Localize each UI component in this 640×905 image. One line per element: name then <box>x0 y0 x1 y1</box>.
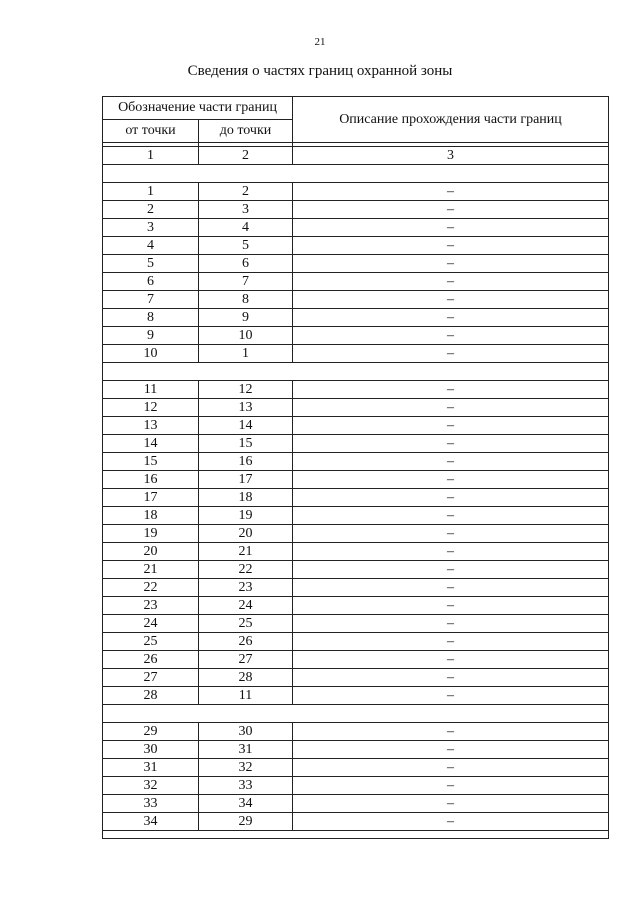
description-cell: – <box>293 219 609 237</box>
description-cell: – <box>293 291 609 309</box>
column-number-3: 3 <box>293 147 609 165</box>
to-point-cell: 3 <box>199 201 293 219</box>
description-cell: – <box>293 453 609 471</box>
description-cell: – <box>293 597 609 615</box>
to-point-cell: 6 <box>199 255 293 273</box>
table-row <box>103 381 609 399</box>
section-separator-cell <box>103 363 609 381</box>
to-point-cell: 5 <box>199 237 293 255</box>
header-from-point: от точки <box>103 120 199 143</box>
table-row <box>103 597 609 615</box>
table-row <box>103 525 609 543</box>
description-cell: – <box>293 435 609 453</box>
from-point-cell: 6 <box>103 273 199 291</box>
from-point-cell: 20 <box>103 543 199 561</box>
description-cell: – <box>293 237 609 255</box>
to-point-cell: 8 <box>199 291 293 309</box>
description-cell: – <box>293 201 609 219</box>
to-point-cell: 25 <box>199 615 293 633</box>
section-separator-row <box>103 363 609 381</box>
from-point-cell: 2 <box>103 201 199 219</box>
description-cell: – <box>293 345 609 363</box>
table-end-row <box>103 831 609 839</box>
table-row <box>103 417 609 435</box>
description-cell: – <box>293 723 609 741</box>
to-point-cell: 7 <box>199 273 293 291</box>
table-body <box>103 97 609 839</box>
to-point-cell: 34 <box>199 795 293 813</box>
table-row <box>103 741 609 759</box>
from-point-cell: 21 <box>103 561 199 579</box>
table-row <box>103 255 609 273</box>
from-point-cell: 25 <box>103 633 199 651</box>
to-point-cell: 13 <box>199 399 293 417</box>
description-cell: – <box>293 795 609 813</box>
to-point-cell: 15 <box>199 435 293 453</box>
table-row <box>103 813 609 831</box>
table-row <box>103 183 609 201</box>
page-title: Сведения о частях границ охранной зоны <box>187 63 453 79</box>
table-row <box>103 633 609 651</box>
from-point-cell: 14 <box>103 435 199 453</box>
from-point-cell: 7 <box>103 291 199 309</box>
from-point-cell: 30 <box>103 741 199 759</box>
to-point-cell: 16 <box>199 453 293 471</box>
table-row <box>103 687 609 705</box>
from-point-cell: 10 <box>103 345 199 363</box>
from-point-cell: 4 <box>103 237 199 255</box>
to-point-cell: 22 <box>199 561 293 579</box>
description-cell: – <box>293 633 609 651</box>
description-cell: – <box>293 471 609 489</box>
table-row <box>103 219 609 237</box>
description-cell: – <box>293 813 609 831</box>
from-point-cell: 11 <box>103 381 199 399</box>
from-point-cell: 34 <box>103 813 199 831</box>
from-point-cell: 3 <box>103 219 199 237</box>
table-row <box>103 723 609 741</box>
description-cell: – <box>293 669 609 687</box>
description-cell: – <box>293 777 609 795</box>
description-cell: – <box>293 327 609 345</box>
description-cell: – <box>293 651 609 669</box>
to-point-cell: 31 <box>199 741 293 759</box>
from-point-cell: 17 <box>103 489 199 507</box>
to-point-cell: 19 <box>199 507 293 525</box>
table-row <box>103 615 609 633</box>
column-number-row <box>103 147 609 165</box>
from-point-cell: 15 <box>103 453 199 471</box>
to-point-cell: 33 <box>199 777 293 795</box>
from-point-cell: 19 <box>103 525 199 543</box>
table-row <box>103 579 609 597</box>
table-row <box>103 471 609 489</box>
to-point-cell: 28 <box>199 669 293 687</box>
from-point-cell: 22 <box>103 579 199 597</box>
to-point-cell: 30 <box>199 723 293 741</box>
description-cell: – <box>293 741 609 759</box>
description-cell: – <box>293 309 609 327</box>
description-cell: – <box>293 183 609 201</box>
table-row <box>103 309 609 327</box>
description-cell: – <box>293 417 609 435</box>
to-point-cell: 29 <box>199 813 293 831</box>
header-boundary-description: Описание прохождения части границ <box>293 97 609 143</box>
header-row-1 <box>103 97 609 120</box>
column-number-2: 2 <box>199 147 293 165</box>
table-row <box>103 291 609 309</box>
description-cell: – <box>293 579 609 597</box>
to-point-cell: 20 <box>199 525 293 543</box>
description-cell: – <box>293 543 609 561</box>
from-point-cell: 16 <box>103 471 199 489</box>
to-point-cell: 1 <box>199 345 293 363</box>
from-point-cell: 26 <box>103 651 199 669</box>
description-cell: – <box>293 687 609 705</box>
table-row <box>103 435 609 453</box>
to-point-cell: 18 <box>199 489 293 507</box>
table-row <box>103 453 609 471</box>
to-point-cell: 32 <box>199 759 293 777</box>
description-cell: – <box>293 525 609 543</box>
table-row <box>103 561 609 579</box>
to-point-cell: 4 <box>199 219 293 237</box>
from-point-cell: 24 <box>103 615 199 633</box>
table-end-cell <box>103 831 609 839</box>
table-row <box>103 759 609 777</box>
table-row <box>103 273 609 291</box>
table-row <box>103 399 609 417</box>
table-row <box>103 489 609 507</box>
description-cell: – <box>293 615 609 633</box>
header-to-point: до точки <box>199 120 293 143</box>
to-point-cell: 23 <box>199 579 293 597</box>
table-row <box>103 543 609 561</box>
section-separator-cell <box>103 165 609 183</box>
from-point-cell: 23 <box>103 597 199 615</box>
section-separator-cell <box>103 705 609 723</box>
to-point-cell: 11 <box>199 687 293 705</box>
from-point-cell: 12 <box>103 399 199 417</box>
table-row <box>103 507 609 525</box>
description-cell: – <box>293 399 609 417</box>
from-point-cell: 31 <box>103 759 199 777</box>
table-row <box>103 345 609 363</box>
section-separator-row <box>103 165 609 183</box>
description-cell: – <box>293 255 609 273</box>
to-point-cell: 14 <box>199 417 293 435</box>
table-row <box>103 777 609 795</box>
from-point-cell: 28 <box>103 687 199 705</box>
description-cell: – <box>293 381 609 399</box>
to-point-cell: 24 <box>199 597 293 615</box>
from-point-cell: 18 <box>103 507 199 525</box>
section-separator-row <box>103 705 609 723</box>
to-point-cell: 12 <box>199 381 293 399</box>
from-point-cell: 1 <box>103 183 199 201</box>
page-number: 21 <box>314 36 326 48</box>
from-point-cell: 33 <box>103 795 199 813</box>
table-row <box>103 795 609 813</box>
boundary-parts-table <box>102 96 609 839</box>
table-row <box>103 201 609 219</box>
to-point-cell: 10 <box>199 327 293 345</box>
table-row <box>103 237 609 255</box>
to-point-cell: 9 <box>199 309 293 327</box>
description-cell: – <box>293 759 609 777</box>
description-cell: – <box>293 561 609 579</box>
description-cell: – <box>293 273 609 291</box>
from-point-cell: 32 <box>103 777 199 795</box>
description-cell: – <box>293 507 609 525</box>
from-point-cell: 8 <box>103 309 199 327</box>
to-point-cell: 27 <box>199 651 293 669</box>
description-cell: – <box>293 489 609 507</box>
from-point-cell: 13 <box>103 417 199 435</box>
column-number-1: 1 <box>103 147 199 165</box>
table-row <box>103 327 609 345</box>
from-point-cell: 29 <box>103 723 199 741</box>
from-point-cell: 9 <box>103 327 199 345</box>
from-point-cell: 27 <box>103 669 199 687</box>
to-point-cell: 26 <box>199 633 293 651</box>
to-point-cell: 2 <box>199 183 293 201</box>
to-point-cell: 21 <box>199 543 293 561</box>
header-boundary-designation: Обозначение части границ <box>103 97 293 120</box>
table-row <box>103 669 609 687</box>
to-point-cell: 17 <box>199 471 293 489</box>
table-row <box>103 651 609 669</box>
from-point-cell: 5 <box>103 255 199 273</box>
